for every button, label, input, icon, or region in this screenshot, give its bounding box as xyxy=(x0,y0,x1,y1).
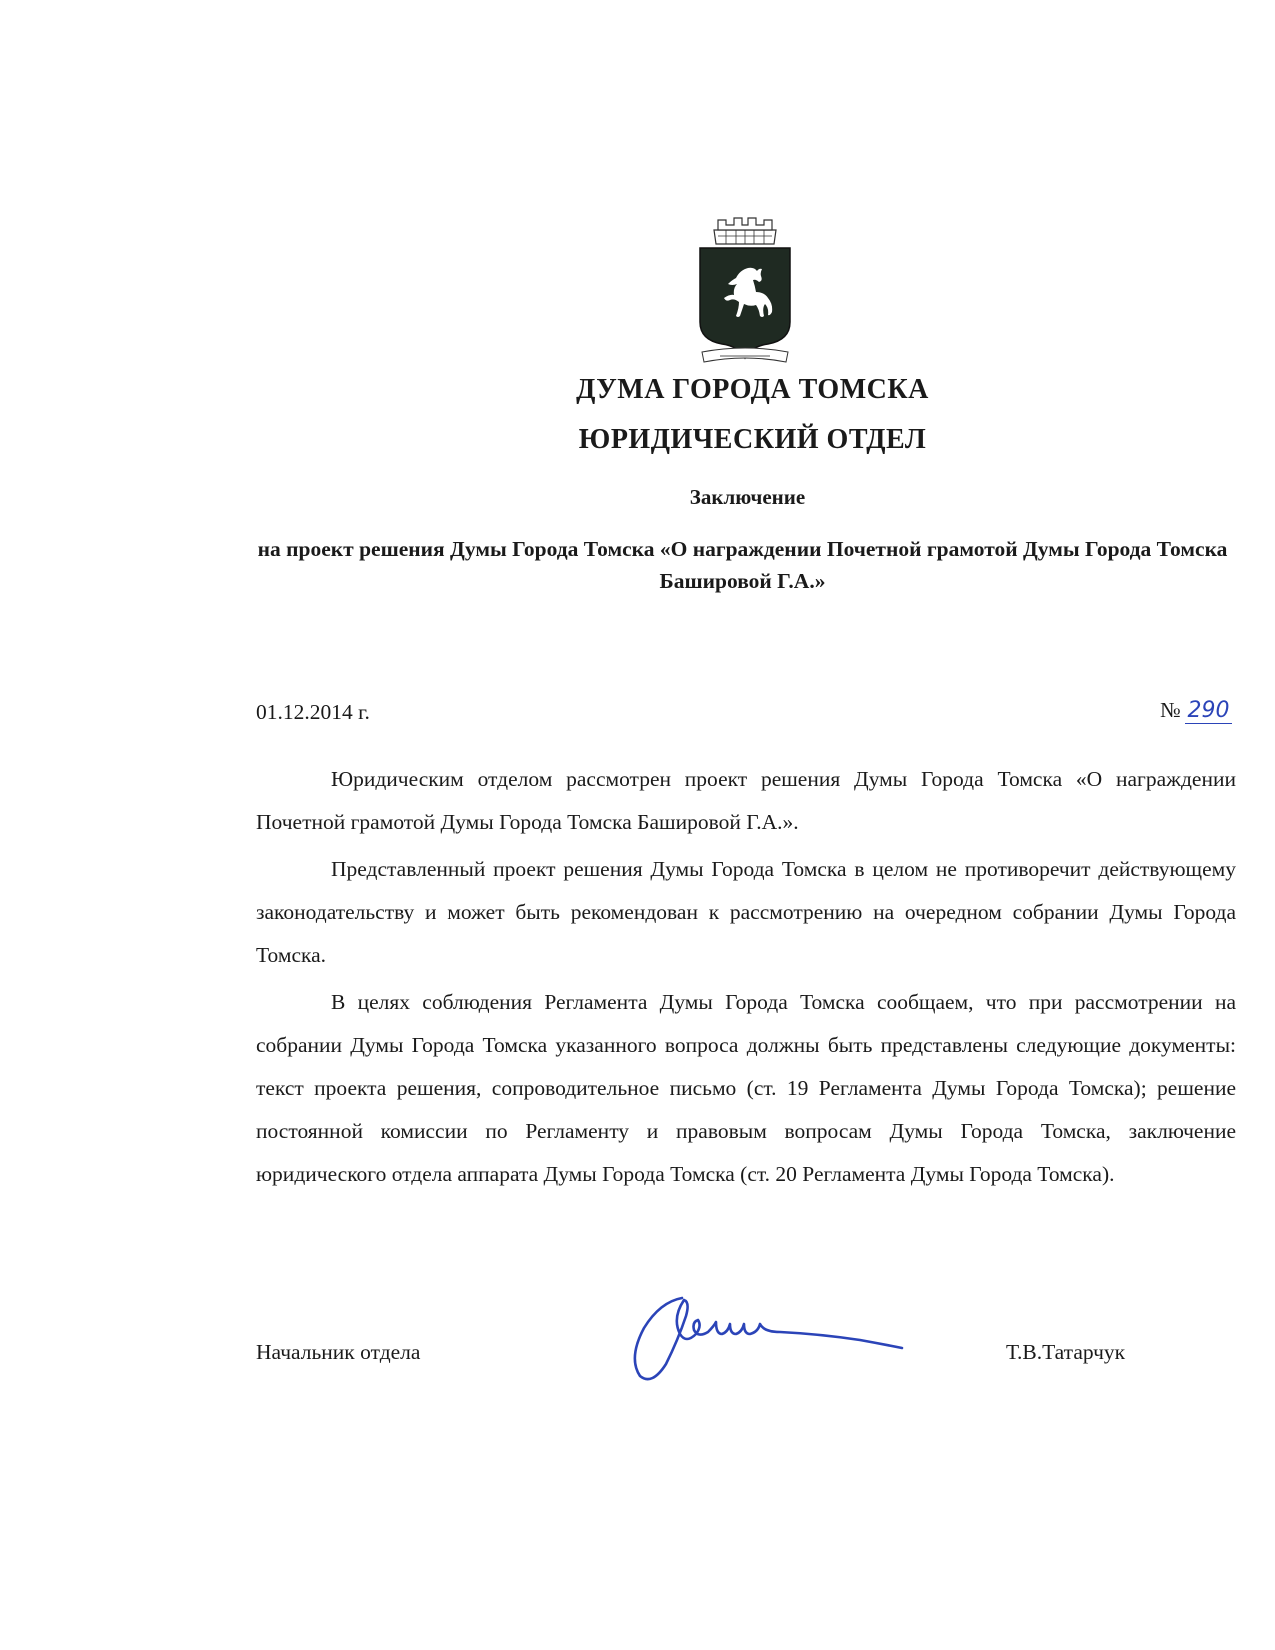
document-subject: на проект решения Думы Города Томска «О награждении Почетной грамотой Думы Города Томска Башировой Г.А.» xyxy=(257,537,1228,593)
tomsk-coat-of-arms-icon xyxy=(690,212,800,372)
number-sign: № xyxy=(1160,698,1181,722)
document-body xyxy=(256,758,1236,1196)
organization-name: ДУМА ГОРОДА ТОМСКА xyxy=(576,374,929,405)
document-type: Заключение xyxy=(689,485,806,509)
number-value: 290 xyxy=(1185,698,1232,724)
handwritten-signature xyxy=(620,1278,910,1388)
body-paragraph: Представленный проект решения Думы Города Томска в целом не противоречит действующему законодательству и может быть рекомендован к рассмотрению на очередном собрании Думы Города Томска. xyxy=(256,857,1236,967)
department-name: ЮРИДИЧЕСКИЙ ОТДЕЛ xyxy=(578,424,927,455)
document-number xyxy=(1160,698,1232,723)
signatory-title: Начальник отдела xyxy=(256,1340,421,1364)
signatory-name: Т.В.Татарчук xyxy=(1006,1340,1126,1364)
body-paragraph: Юридическим отделом рассмотрен проект решения Думы Города Томска «О награждении Почетной грамотой Думы Города Томска Башировой Г.А.». xyxy=(256,767,1236,834)
body-paragraph: В целях соблюдения Регламента Думы Города Томска сообщаем, что при рассмотрении на собрании Думы Города Томска указанного вопроса должны быть представлены следующие документы: текст проекта решения, сопроводительное письмо (ст. 19 Регламента Думы Города Томска); решение постоянной комиссии по Регламенту и правовым вопросам Думы Города Томска, заключение юридического отдела аппарата Думы Города Томска (ст. 20 Регламента Думы Города Томска). xyxy=(256,990,1236,1186)
document-date: 01.12.2014 г. xyxy=(256,700,370,724)
